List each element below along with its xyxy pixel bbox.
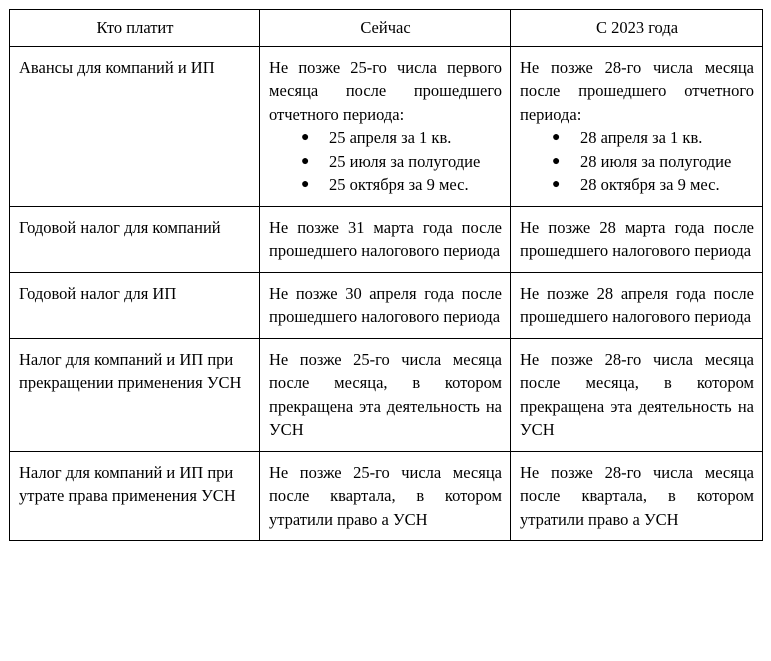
from-2023-dates-list <box>520 126 754 197</box>
header-now: Сейчас <box>260 10 511 47</box>
now-cell <box>260 46 511 206</box>
from-2023-deadline-text: Не позже 28-го числа месяца после квартала, в котором утратили право а УСН <box>520 462 754 529</box>
from-2023-cell <box>511 46 763 206</box>
date-text: 25 апреля за 1 кв. <box>329 128 452 147</box>
header-payer: Кто платит <box>10 10 260 47</box>
table-row-annual-companies <box>10 206 763 272</box>
table-row-termination <box>10 338 763 451</box>
table-header <box>10 10 763 47</box>
list-item <box>520 173 754 197</box>
now-cell <box>260 451 511 541</box>
list-item <box>520 126 754 150</box>
now-deadline-text: Не позже 30 апреля года после прошедшего налогового периода <box>269 283 502 326</box>
list-item <box>269 173 502 197</box>
payer-cell: Авансы для компаний и ИП <box>10 46 260 206</box>
now-deadline-text: Не позже 25-го числа первого месяца после прошедшего отчетного периода: <box>269 57 502 124</box>
now-dates-list <box>269 126 502 197</box>
now-deadline-text: Не позже 25-го числа месяца после месяца, в котором прекращена эта деятельность на УСН <box>269 349 502 439</box>
table-row-annual-ip <box>10 272 763 338</box>
list-item <box>269 150 502 174</box>
list-item <box>520 150 754 174</box>
now-deadline-text: Не позже 31 марта года после прошедшего налогового периода <box>269 217 502 260</box>
from-2023-cell <box>511 451 763 541</box>
payer-cell: Налог для компаний и ИП при прекращении применения УСН <box>10 338 260 451</box>
table-row-advances <box>10 46 763 206</box>
bullet-icon: ● <box>301 177 310 192</box>
bullet-icon: ● <box>301 130 310 145</box>
date-text: 28 апреля за 1 кв. <box>580 128 703 147</box>
bullet-icon: ● <box>552 177 561 192</box>
from-2023-deadline-text: Не позже 28-го числа месяца после прошедшего отчетного периода: <box>520 57 754 124</box>
bullet-icon: ● <box>552 153 561 169</box>
payer-cell: Годовой налог для ИП <box>10 272 260 338</box>
tax-deadlines-table <box>9 9 763 541</box>
payer-cell: Годовой налог для компаний <box>10 206 260 272</box>
header-row <box>10 10 763 47</box>
list-item <box>269 126 502 150</box>
payer-cell: Налог для компаний и ИП при утрате права применения УСН <box>10 451 260 541</box>
from-2023-cell <box>511 338 763 451</box>
header-from-2023: С 2023 года <box>511 10 763 47</box>
from-2023-deadline-text: Не позже 28 марта года после прошедшего налогового периода <box>520 217 754 260</box>
from-2023-cell <box>511 206 763 272</box>
date-text: 28 июля за полугодие <box>580 151 732 171</box>
bullet-icon: ● <box>301 153 310 169</box>
date-text: 28 октября за 9 мес. <box>580 175 720 194</box>
now-deadline-text: Не позже 25-го числа месяца после квартала, в котором утратили право а УСН <box>269 462 502 529</box>
now-cell <box>260 272 511 338</box>
table-row-loss-of-right <box>10 451 763 541</box>
date-text: 25 октября за 9 мес. <box>329 175 469 194</box>
date-text: 25 июля за полугодие <box>329 151 481 171</box>
now-cell <box>260 206 511 272</box>
from-2023-cell <box>511 272 763 338</box>
from-2023-deadline-text: Не позже 28-го числа месяца после месяца, в котором прекращена эта деятельность на УСН <box>520 349 754 439</box>
now-cell <box>260 338 511 451</box>
bullet-icon: ● <box>552 130 561 145</box>
from-2023-deadline-text: Не позже 28 апреля года после прошедшего налогового периода <box>520 283 754 326</box>
table-body <box>10 46 763 541</box>
